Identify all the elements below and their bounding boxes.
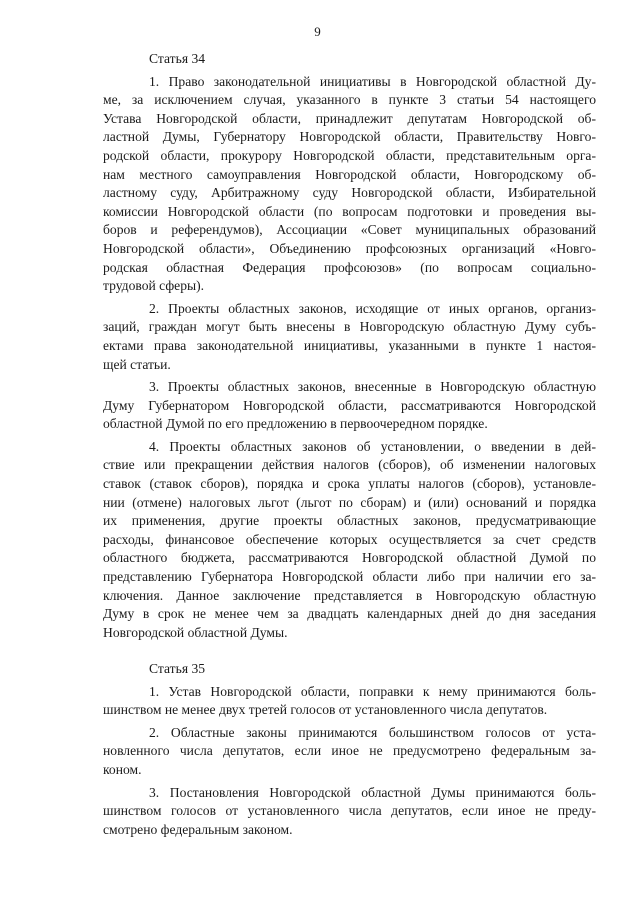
text-line: ключения. Данное заключение представляется в Новгородскую областную xyxy=(103,587,596,603)
article-34-paragraph-1 xyxy=(103,73,596,296)
article-35 xyxy=(103,660,596,843)
text-line: 3. Проекты областных законов, внесенные в Новгородскую областную xyxy=(149,379,596,395)
text-line: нии (отмене) налоговых льгот (льгот по сборам) и (или) оснований и порядка xyxy=(103,494,596,510)
text-line: областной Думой по его предложению в первоочередном порядке. xyxy=(103,416,488,432)
text-line: 2. Областные законы принимаются большинством голосов от уста- xyxy=(149,724,596,740)
text-line: 1. Устав Новгородской области, поправки к нему принимаются боль- xyxy=(149,683,596,699)
article-title: Статья 34 xyxy=(149,51,206,66)
text-line: щей статьи. xyxy=(103,356,171,372)
article-34 xyxy=(103,50,596,646)
article-35-paragraph-1 xyxy=(103,683,596,720)
text-line: ластному суду, Арбитражному суду Новгородской области, Избирательной xyxy=(103,185,596,201)
text-line: их применения, другие проекты областных законов, предусматривающие xyxy=(103,513,596,529)
text-line: представлению Губернатора Новгородской области либо при наличии его за- xyxy=(103,569,596,585)
text-line: Думу Губернатором Новгородской области, рассматриваются Новгородской xyxy=(103,397,596,413)
text-line: смотрено федеральным законом. xyxy=(103,821,293,837)
text-line: ектами права законодательной инициативы, указанными в пункте 1 настоя- xyxy=(103,337,596,353)
article-35-paragraph-2 xyxy=(103,724,596,780)
text-line: Новгородской областной Думы. xyxy=(103,624,288,640)
text-line: 2. Проекты областных законов, исходящие от иных органов, организ- xyxy=(149,300,596,316)
text-line: Думу в срок не менее чем за двадцать календарных дней до дня заседания xyxy=(103,606,596,622)
page-number: 9 xyxy=(314,24,321,39)
text-line: боров и референдумов), Ассоциации «Совет муниципальных образований xyxy=(103,222,596,238)
article-35-paragraph-3 xyxy=(103,784,596,840)
text-line: нам местного самоуправления Новгородской области, Новгородскому об- xyxy=(103,166,596,182)
text-line: Устава Новгородской области, принадлежит депутатам Новгородской об- xyxy=(103,110,596,126)
text-line: ластной Думы, Губернатору Новгородской области, Правительству Новго- xyxy=(103,129,596,145)
text-line: коном. xyxy=(103,761,142,777)
text-line: шинством не менее двух третей голосов от установленного числа депутатов. xyxy=(103,702,548,718)
text-line: родской области, прокурору Новгородской области, представительным орга- xyxy=(103,147,596,163)
text-line: заций, граждан могут быть внесены в Новгородскую областную Думу субъ- xyxy=(103,319,596,335)
article-34-paragraph-2 xyxy=(103,300,596,374)
article-34-paragraph-3 xyxy=(103,378,596,434)
text-line: 4. Проекты областных законов об установлении, о введении в дей- xyxy=(149,438,596,454)
text-line: ме, за исключением случая, указанного в пункте 3 статьи 54 настоящего xyxy=(103,92,596,108)
text-line: областного бюджета, рассматриваются Новгородской областной Думой по xyxy=(103,550,596,566)
text-line: родская областная Федерация профсоюзов» (по вопросам социально- xyxy=(103,259,596,275)
text-line: ставок (ставок сборов), порядка и срока уплаты налогов (сборов), установле- xyxy=(103,476,596,492)
text-line: трудовой сферы). xyxy=(103,278,205,294)
text-line: 1. Право законодательной инициативы в Новгородской областной Ду- xyxy=(149,73,596,89)
text-line: шинством голосов от установленного числа депутатов, если иное не преду- xyxy=(103,803,596,819)
text-line: Новгородской области», Объединению профсоюзных организаций «Новго- xyxy=(103,240,596,256)
article-title: Статья 35 xyxy=(149,661,206,676)
text-line: расходы, финансовое обеспечение которых осуществляется за счет средств xyxy=(103,531,596,547)
text-line: комиссии Новгородской области (по вопросам подготовки и проведения вы- xyxy=(103,203,596,219)
text-line: 3. Постановления Новгородской областной Думы принимаются боль- xyxy=(149,784,596,800)
text-line: ствие или прекращении действия налогов (сборов), об изменении налоговых xyxy=(103,457,596,473)
article-34-paragraph-4 xyxy=(103,438,596,643)
text-line: новленного числа депутатов, если иное не предусмотрено федеральным за- xyxy=(103,743,596,759)
